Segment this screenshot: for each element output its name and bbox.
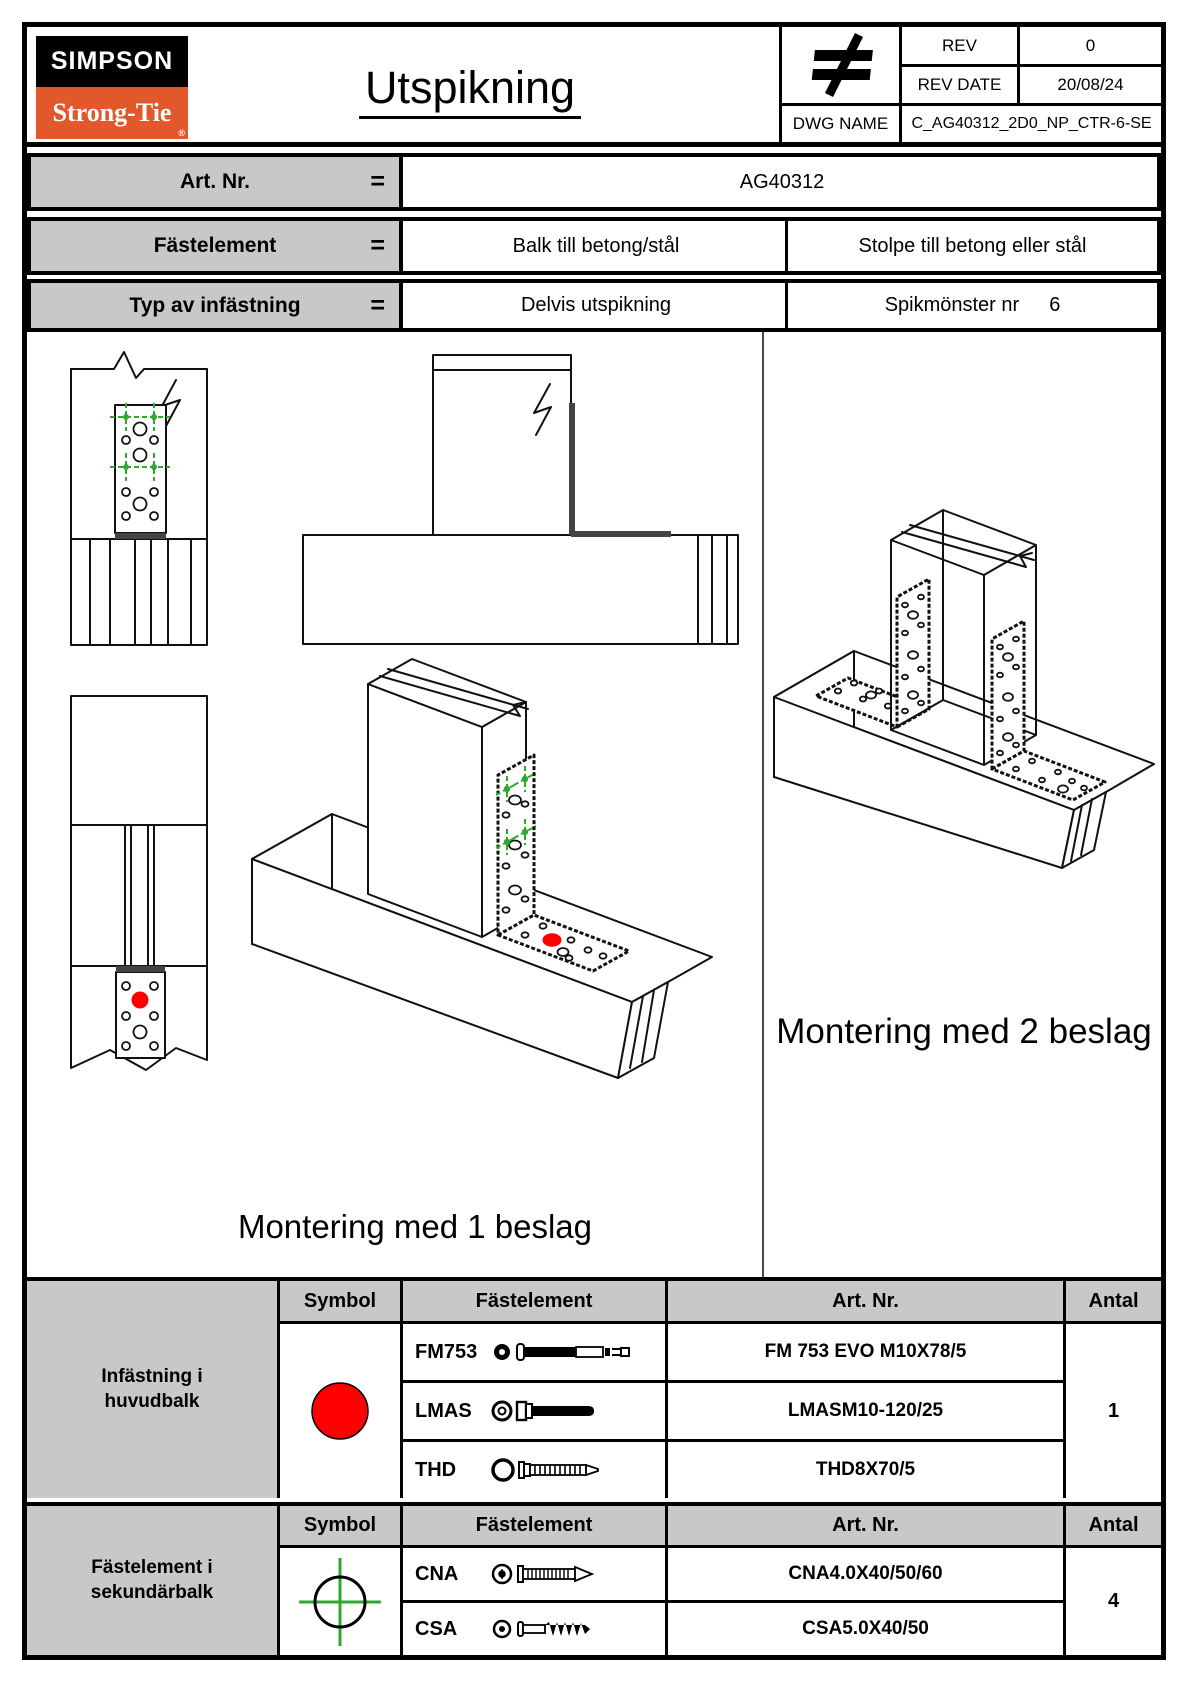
dwg-name-label: DWG NAME xyxy=(782,106,899,142)
typ-value-1: Delvis utspikning xyxy=(520,294,672,316)
spikmonster-number: 6 xyxy=(1049,294,1061,316)
fastener-name: FM753 xyxy=(415,1340,478,1363)
bottom-view xyxy=(58,688,220,1086)
fastener-row xyxy=(403,1603,665,1655)
cna-fastener-icon xyxy=(490,1561,640,1587)
rev-value: 0 xyxy=(1020,27,1161,64)
typ-value-2: Spikmönster nr 6 xyxy=(884,294,1061,316)
break-mark-icon xyxy=(902,525,1034,567)
fastelement-value-1: Balk till betong/stål xyxy=(512,234,680,257)
logo-strongtie-text: Strong-Tie ® xyxy=(36,87,188,139)
fastener-row xyxy=(403,1383,665,1439)
fm753-fastener-icon xyxy=(490,1339,640,1365)
header-separator xyxy=(27,142,1161,147)
info-row-fastelement xyxy=(27,217,1161,275)
antal-value: 1 xyxy=(1066,1324,1161,1498)
col-header-fastelement: Fästelement xyxy=(403,1281,665,1321)
fastener-row xyxy=(403,1324,665,1380)
rev-date-label: REV DATE xyxy=(902,67,1017,103)
bracket-vertical-leg xyxy=(569,403,575,535)
col-header-artnr: Art. Nr. xyxy=(668,1506,1063,1545)
fastener-name: CSA xyxy=(415,1617,458,1640)
fastener-table-sekundarbalk xyxy=(27,1502,1161,1655)
revision-block xyxy=(779,27,1161,142)
caption-two-brackets: Montering med 2 beslag xyxy=(776,1012,1152,1051)
caption-one-bracket: Montering med 1 beslag xyxy=(237,1208,593,1245)
anchor-position-marker xyxy=(543,933,562,947)
elevation-front-view xyxy=(58,342,220,647)
anchor-position-marker xyxy=(132,992,149,1009)
fastelement-label: Fästelement = xyxy=(31,221,403,271)
huvudbalk-label: Infästning i huvudbalk xyxy=(27,1281,277,1498)
artnr-value: AG40312 xyxy=(739,170,825,193)
page-title: Utspikning xyxy=(240,62,700,114)
sekundarbalk-label: Fästelement i sekundärbalk xyxy=(27,1506,277,1655)
typ-label: Typ av infästning = xyxy=(31,283,403,328)
post-front-face xyxy=(368,684,482,937)
rev-date-value: 20/08/24 xyxy=(1020,67,1161,103)
dwg-name-value: C_AG40312_2D0_NP_CTR-6-SE xyxy=(902,106,1161,142)
logo-simpson-text: SIMPSON xyxy=(36,36,188,87)
fastener-name: CNA xyxy=(415,1562,459,1585)
col-header-artnr: Art. Nr. xyxy=(668,1281,1063,1321)
lmas-fastener-icon xyxy=(490,1398,640,1424)
csa-fastener-icon xyxy=(490,1616,640,1642)
artnr-label: Art. Nr. = xyxy=(31,157,403,207)
fastener-name: THD xyxy=(415,1458,457,1481)
col-header-antal: Antal xyxy=(1066,1506,1161,1545)
info-row-artnr xyxy=(27,153,1161,211)
antal-value: 4 xyxy=(1066,1548,1161,1655)
col-header-antal: Antal xyxy=(1066,1281,1161,1321)
registered-mark: ® xyxy=(178,128,185,138)
fastener-name: LMAS xyxy=(415,1399,472,1422)
equals-sign: = xyxy=(370,231,385,260)
simpson-strongtie-logo xyxy=(36,36,188,139)
fastener-artnr: LMASM10-120/25 xyxy=(668,1383,1063,1439)
thd-fastener-icon xyxy=(490,1457,640,1483)
bracket-horizontal-leg xyxy=(571,531,671,537)
fastener-artnr: CSA5.0X40/50 xyxy=(668,1603,1063,1655)
elevation-side-view xyxy=(288,337,743,647)
info-row-typ xyxy=(27,279,1161,332)
fastener-artnr: CNA4.0X40/50/60 xyxy=(668,1548,1063,1600)
crosshair-symbol-icon xyxy=(280,1548,400,1655)
isometric-one-bracket xyxy=(222,652,722,1122)
fastener-artnr: FM 753 EVO M10X78/5 xyxy=(668,1324,1063,1380)
col-header-symbol: Symbol xyxy=(280,1506,400,1545)
equals-sign: = xyxy=(370,167,385,196)
fastelement-value-2: Stolpe till betong eller stål xyxy=(858,234,1087,257)
isometric-two-brackets xyxy=(764,497,1160,997)
rev-label: REV xyxy=(902,27,1017,64)
equals-sign: = xyxy=(370,291,385,319)
fastener-row xyxy=(403,1548,665,1600)
red-dot-symbol-icon xyxy=(280,1324,400,1498)
col-header-symbol: Symbol xyxy=(280,1281,400,1321)
fastener-table-huvudbalk xyxy=(27,1277,1161,1498)
fastener-artnr: THD8X70/5 xyxy=(668,1442,1063,1498)
col-header-fastelement: Fästelement xyxy=(403,1506,665,1545)
fastener-row xyxy=(403,1442,665,1498)
not-equal-icon xyxy=(782,27,899,103)
